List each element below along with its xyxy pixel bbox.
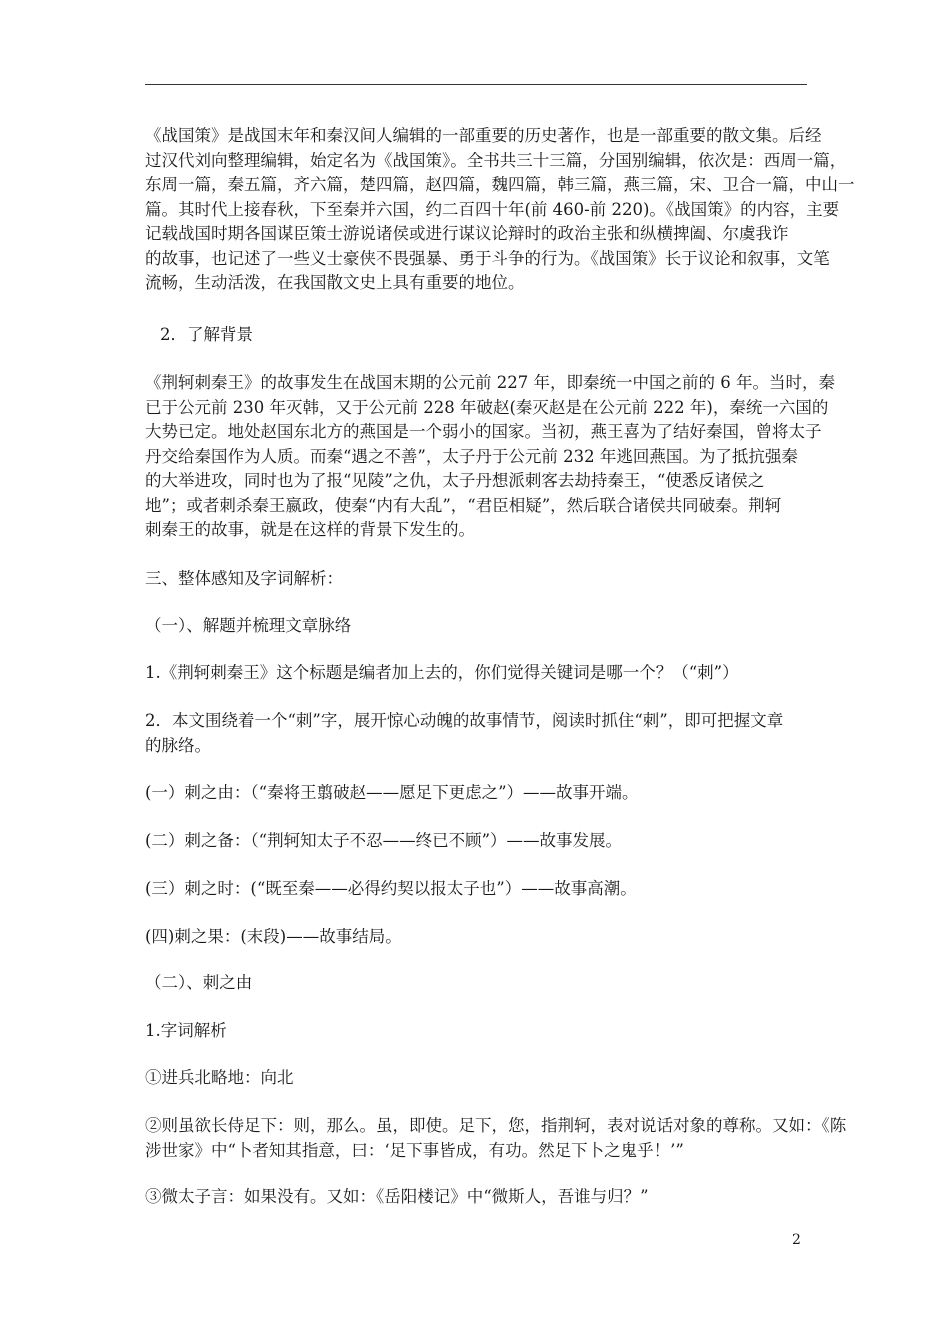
text-line: 地”；或者刺杀秦王嬴政，使秦“内有大乱”，“君臣相疑”，然后联合诸侯共同破秦。荆轲	[145, 495, 782, 515]
text-line: 刺秦王的故事，就是在这样的背景下发生的。	[145, 520, 475, 539]
text-line: 涉世家》中“卜者知其指意，曰：‘足下事皆成，有功。然足下卜之鬼乎！’”	[145, 1140, 684, 1160]
vocab-heading: 1.字词解析	[145, 1021, 227, 1040]
vocab-item: ①进兵北略地：向北	[145, 1068, 294, 1087]
text-line: 的故事，也记述了一些义士豪侠不畏强暴、勇于斗争的行为。《战国策》长于议论和叙事，文笔	[145, 248, 830, 268]
question-1: 1.《荆轲刺秦王》这个标题是编者加上去的，你们觉得关键词是哪一个？（“刺”）	[145, 663, 739, 682]
text-line: 《战国策》是战国末年和秦汉间人编辑的一部重要的历史著作，也是一部重要的散文集。后经	[145, 126, 822, 145]
vocab-item: ③微太子言：如果没有。又如：《岳阳楼记》中“微斯人，吾谁与归？”	[145, 1187, 649, 1206]
header-rule	[145, 84, 807, 85]
subsection-heading-reason: （二）、刺之由	[145, 973, 253, 992]
text-line: 篇。其时代上接春秋，下至秦并六国，约二百四十年(前 460-前 220)。《战国策》的内容，主要	[145, 199, 840, 219]
outline-item: (一）刺之由：（“秦将王翦破赵——愿足下更虑之”）——故事开端。	[145, 783, 639, 802]
text-line: 大势已定。地处赵国东北方的燕国是一个弱小的国家。当初，燕王喜为了结好秦国，曾将太子	[145, 422, 822, 441]
text-line: 的脉络。	[145, 735, 211, 755]
vocab-item	[145, 1114, 847, 1163]
text-line: 流畅，生动活泼，在我国散文史上具有重要的地位。	[145, 273, 525, 292]
section-heading-overview: 三、整体感知及字词解析：	[145, 569, 343, 588]
text-line: 《荆轲刺秦王》的故事发生在战国末期的公元前 227 年，即秦统一中国之前的 6 年。当时，秦	[145, 373, 835, 392]
text-line: 丹交给秦国作为人质。而秦“遇之不善”，太子丹于公元前 232 年逃回燕国。为了抵抗强秦	[145, 446, 798, 466]
outline-item: (三）刺之时：(“既至秦——必得约契以报太子也”）——故事高潮。	[145, 879, 637, 898]
question-2	[145, 709, 817, 758]
text-line: 已于公元前 230 年灭韩，又于公元前 228 年破赵(秦灭赵是在公元前 222 年)，秦统一六国的	[145, 397, 829, 417]
text-line: 东周一篇，秦五篇，齐六篇，楚四篇，赵四篇，魏四篇，韩三篇，燕三篇，宋、卫合一篇，中山一	[145, 175, 855, 194]
section-heading-background: 2．了解背景	[160, 325, 253, 344]
subsection-heading-outline: （一）、解题并梳理文章脉络	[145, 616, 352, 635]
intro-paragraph	[145, 124, 855, 296]
outline-item: (二）刺之备：（“荆轲知太子不忍——终已不顾”）——故事发展。	[145, 831, 623, 850]
background-paragraph	[145, 371, 835, 543]
text-line: ②则虽欲长侍足下：则，那么。虽，即使。足下，您，指荆轲，表对说话对象的尊称。又如：《陈	[145, 1116, 847, 1135]
text-line: 的大举进攻，同时也为了报“见陵”之仇，太子丹想派刺客去劫持秦王，“使悉反诸侯之	[145, 471, 765, 490]
page-number: 2	[792, 1232, 801, 1248]
text-line: 过汉代刘向整理编辑，始定名为《战国策》。全书共三十三篇，分国别编辑，依次是：西周一篇，	[145, 150, 847, 170]
text-line: 2．本文围绕着一个“刺”字，展开惊心动魄的故事情节，阅读时抓住“刺”，即可把握文章	[145, 711, 784, 730]
outline-item: (四)刺之果：(末段)——故事结局。	[145, 927, 402, 946]
text-line: 记载战国时期各国谋臣策士游说诸侯或进行谋议论辩时的政治主张和纵横捭阖、尔虞我诈	[145, 224, 789, 243]
